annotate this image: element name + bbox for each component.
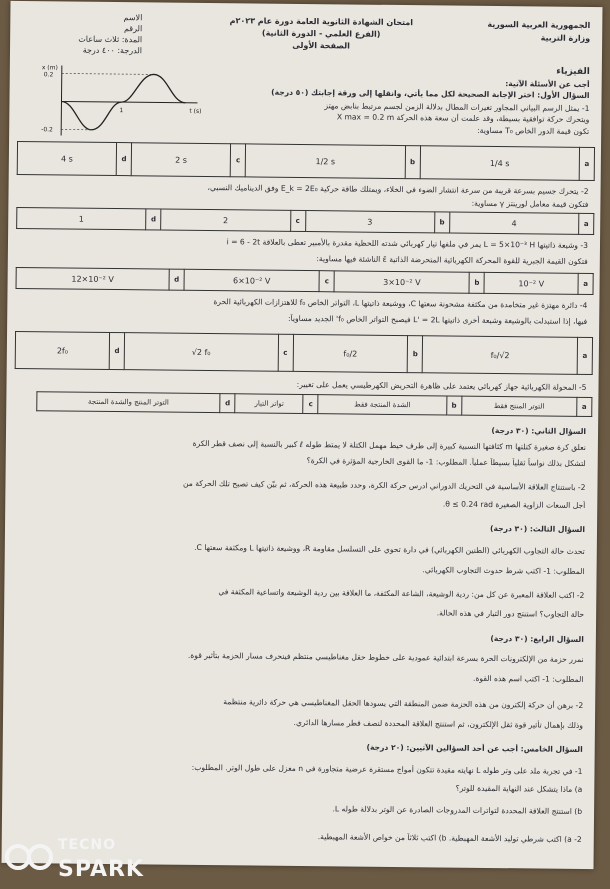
q3-options [16, 267, 594, 295]
q2-option-d: 1 [17, 208, 146, 230]
graph-tick-top: 0.2 [43, 71, 54, 79]
graph-tick-bottom: -0.2 [41, 126, 53, 134]
q1-option-d: 4 s [17, 142, 116, 176]
q1-option-d-letter: d [116, 143, 131, 176]
duration-label: المدة: ثلاث ساعات [78, 34, 143, 45]
q5-option-d-letter: d [220, 394, 235, 413]
q-fourth-line-1: نمرر حزمة من الإلكترونات الحرة بسرعة ابتدائية عمودية على خطوط حقل مغناطيسي منتظم فينحرف مسار الحزمة بتأثير قوة. [187, 650, 584, 664]
page-label: الصفحة الأولى [292, 40, 350, 51]
country-name: الجمهورية العربية السورية [487, 19, 591, 30]
q2-stem-1: 2- يتحرك جسيم بسرعة قريبة من سرعة انتشار الضوء في الخلاء، ويمتلك طاقة حركية E_k = 2E₀ وفق الديناميك النسبي، [207, 182, 589, 196]
q5-option-b-letter: b [446, 396, 461, 415]
q2-option-c: 2 [161, 209, 290, 231]
ministry-block [487, 18, 590, 45]
q-second-line-3: 2- باستنتاج العلاقة الأساسية في التحريك الدوراني ادرس حركة الكرة، وحدد طبيعة هذه الحركة، ثم بيّن كيف تصبح تلك الحركة من [182, 478, 586, 492]
q4-option-a-letter: a [577, 337, 592, 374]
score-label: الدرجة: ٤٠٠ درجة [82, 45, 143, 56]
exam-branch: (الفرع العلمي - الدورة الثانية) [261, 28, 381, 39]
q-fourth-line-3: 2- برهن أن حركة إلكترون من هذه الحزمة ضمن المنطقة التي يسودها الحقل المغناطيسي هي حركة دائرية منتظمة [223, 697, 584, 710]
q3-option-d-letter: d [169, 269, 184, 290]
graph-tick-t: 1 [119, 107, 124, 115]
q1-option-b: 1/2 s [245, 144, 405, 179]
camera-watermark [4, 825, 204, 885]
graph-x-axis [61, 101, 197, 102]
q-third-line-4: حالة التجاوب؟ استنتج دور التيار في هذه الحالة. [436, 608, 585, 619]
q1-option-b-letter: b [405, 146, 420, 179]
q2-stem-2: فتكون قيمة معامل لورينتز γ مساوية: [471, 198, 589, 209]
q2-option-a: 4 [449, 212, 578, 234]
q1-stem-1: 1- يمثل الرسم البياني المجاور تغيرات المطال بدلالة الزمن لجسم مرتبط بنابض مهتز [324, 101, 590, 113]
q-fifth-line-3: b) استنتج العلاقة المحددة لتواترات المدروجات الصادرة عن الوتر بدلالة طوله L. [332, 804, 583, 816]
q3-option-c: 6×10⁻² V [184, 269, 319, 291]
q1-option-c-letter: c [230, 144, 245, 177]
q-fifth-title: السؤال الخامس: أجب عن أحد السؤالين الآتيين: (٢٠ درجة) [366, 742, 583, 754]
q1-stem-2: ويتحرك حركة توافقية بسيطة، وقد علمت أن سعة هذه الحركة X max = 0.2 m [336, 112, 590, 124]
q4-option-d-letter: d [109, 332, 124, 369]
graph-y-axis [61, 65, 62, 135]
q5-options [36, 391, 592, 417]
q4-stem-2: فيها، إذا استبدلت بالوشيعة وشيعة أخرى ذاتيتها L' = 2L فيصبح التواتر الخاص f₀' الجديد مساوياً: [287, 313, 588, 326]
q1-option-a: 1/4 s [420, 146, 580, 181]
exam-header [16, 7, 594, 63]
q4-stem-1: 4- دائرة مهتزة غير متخامدة من مكثفة مشحونة سعتها C، ووشيعة ذاتيتها L، التواتر الخاص f₀ للاهتزازات الكهربائية الحرة [213, 297, 588, 310]
q2-option-b: 3 [305, 211, 434, 233]
q4-options [15, 331, 593, 375]
q2-options [16, 207, 594, 235]
q-fourth-line-4: وذلك بإهمال تأثير قوة ثقل الإلكترون، ثم استنتج العلاقة المحددة لنصف قطر مسارها الدائري. [293, 717, 584, 730]
q2-option-b-letter: b [434, 212, 449, 233]
q-third-line-3: 2- اكتب العلاقة المعبرة عن كل من: ردية الوشيعة، الشاعة المكثفة، ما العلاقة بين ردية الوشيعة واتساعية المكثفة في [218, 587, 585, 600]
q4-option-c-letter: c [278, 334, 293, 371]
q5-option-a-letter: a [577, 397, 592, 416]
q-fourth-title: السؤال الرابع: (٣٠ درجة) [490, 633, 584, 644]
q-fifth-line-2: a) ماذا يتشكل عند النهاية المقيدة للوتر؟ [455, 783, 583, 794]
q-fifth-line-1: 1- في تجربة ملد على وتر طوله L نهايته مقيدة تتكون أمواج مستقرة عرضية متجاورة في n مغزل على طول الوتر. المطلوب: [191, 762, 583, 776]
subject-title: الفيزياء [556, 66, 590, 77]
q5-option-b: الشدة المنتجة فقط [318, 395, 447, 415]
intro-line-1: أجب عن الأسئلة الآتية: [505, 79, 590, 89]
q3-option-b-letter: b [469, 272, 484, 293]
max-guide [62, 73, 154, 74]
exam-title-block [206, 15, 436, 53]
intro-line-2: السؤال الأول: اختر الإجابة الصحيحة لكل مما يأتي، وانقلها إلى ورقة إجابتك (٥٠ درجة) [271, 87, 590, 100]
q1-stem-3: تكون قيمة الدور الخاص T₀ مساوية: [477, 125, 590, 136]
q5-option-d: التوتر المنتج والشدة المنتجة [37, 392, 221, 413]
q-third-line-1: تحدث حالة التجاوب الكهربائي (الطنين الكهربائي) في دارة تحوي على التسلسل مقاومة R، ووشيعة ذاتيتها L ومكثفة سعتها C. [194, 542, 585, 556]
q5-option-c: تواتر التيار [235, 394, 303, 414]
q4-option-b-letter: b [408, 336, 423, 373]
name-field: الاسم [123, 13, 143, 23]
q-third-title: السؤال الثالث: (٣٠ درجة) [489, 523, 586, 534]
q2-option-d-letter: d [146, 209, 161, 230]
q3-option-b: 3×10⁻² V [334, 271, 469, 293]
q1-option-a-letter: a [579, 147, 594, 180]
exam-title: امتحان الشهادة الثانوية العامة دورة عام ٢٠٢٣م [229, 16, 414, 28]
q3-option-a: 10⁻² V [484, 272, 578, 294]
q4-option-d: 2f₀ [15, 331, 109, 369]
q2-option-c-letter: c [290, 210, 305, 231]
q-third-line-2: المطلوب: 1- اكتب شرط حدوث التجاوب الكهربائي. [422, 565, 585, 576]
watermark-brand: TECNO [58, 837, 117, 853]
number-field: الرقم [123, 24, 143, 34]
q-second-line-2: لتشكل بذلك نواساً ثقلياً بسيطاً عملياً. المطلوب: 1- ما القوى الخارجية المؤثرة في الكرة؟ [306, 456, 586, 468]
q3-stem-2: فتكون القيمة الجبرية للقوة المحركة الكهربائية المتحرضة الذاتية ε̄ الناشئة فيها مساوية: [316, 254, 588, 266]
exam-paper [2, 1, 603, 869]
graph-y-label: x (m) [41, 64, 58, 72]
q5-stem: 5- المحولة الكهربائية جهاز كهربائي يعتمد على ظاهرة التحريض الكهرطيسي يعمل على تغيير: [296, 379, 587, 392]
watermark-model: SPARK [58, 857, 144, 882]
q4-option-c: √2 f₀ [124, 333, 278, 372]
q3-option-d: 12×10⁻² V [16, 267, 169, 290]
q-fourth-line-2: المطلوب: 1- اكتب اسم هذه القوة. [473, 673, 584, 684]
q4-option-a: f₀/√2 [423, 336, 578, 375]
tecno-logo-icon [4, 837, 56, 877]
q1-option-c: 2 s [131, 143, 230, 177]
q3-option-c-letter: c [319, 271, 334, 292]
q3-stem-1: 3- وشيعة ذاتيتها L = 5×10⁻³ H يمر في ملفها تيار كهربائي شدته اللحظية مقدرة بالأمبير تعطى بالعلاقة i = 6 - 2t [226, 237, 589, 250]
q3-option-a-letter: a [578, 273, 593, 294]
candidate-block [22, 11, 142, 56]
q-second-title: السؤال الثاني: (٣٠ درجة) [491, 425, 587, 436]
graph-x-label: t (s) [189, 107, 202, 115]
q1-options [17, 141, 595, 181]
q-second-line-4: أجل السعات الزاوية الصغيرة θ ≤ 0.24 rad. [442, 499, 586, 510]
displacement-time-graph [39, 61, 210, 143]
q-second-line-1: نعلق كرة صغيرة كتلتها m كثافتها النسبية كبيرة إلى طرف خيط مهمل الكتلة لا يمتط طوله ℓ كبير بالنسبة إلى نصف قطر الكرة [192, 438, 586, 452]
ministry-name: وزارة التربية [540, 33, 591, 43]
q-fifth-line-4: 2- a) اكتب شرطي توليد الأشعة المهبطية. b) اكتب ثلاثاً من خواص الأشعة المهبطية. [317, 832, 582, 844]
q2-option-a-letter: a [579, 213, 594, 234]
q5-option-c-letter: c [303, 395, 318, 414]
q4-option-b: f₀/2 [293, 334, 408, 372]
q5-option-a: التوتر المنتج فقط [461, 396, 577, 416]
